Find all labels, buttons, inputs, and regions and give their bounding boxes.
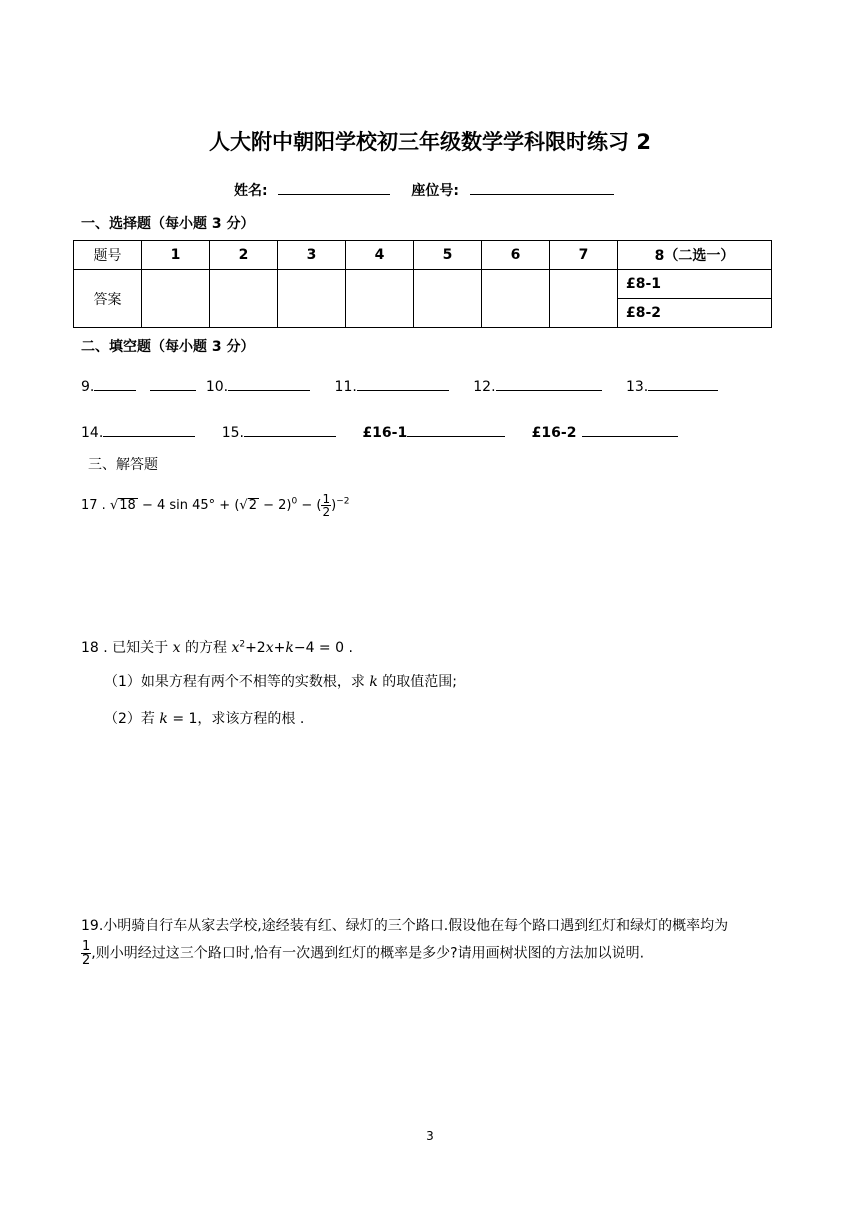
q13-blank[interactable] [648, 376, 718, 391]
q17-exp0: 0 [291, 496, 298, 507]
q11-blank[interactable] [357, 376, 449, 391]
sub1-text-b: 的取值范围; [382, 674, 458, 690]
q17-part2: − 2) [263, 498, 292, 513]
eq-k: k [285, 640, 294, 656]
q17-radicand2: 2 [248, 498, 257, 513]
header-cell: 1 [142, 241, 210, 270]
q19-text-2: ,则小明经过这三个路口时,恰有一次遇到红灯的概率是多少?请用画树状图的方法加以说明. [91, 945, 645, 962]
sub1-k: k [369, 674, 378, 690]
option-8-2-cell[interactable]: £8-2 [618, 299, 772, 328]
eq-exp: 2 [239, 639, 246, 650]
q17-exp-neg2: −2 [336, 496, 350, 507]
header-cell: 2 [210, 241, 278, 270]
q17-part3: − ( [301, 498, 322, 513]
q12-blank[interactable] [496, 376, 602, 391]
fill-row-2 [81, 422, 678, 441]
q13-label: 13. [625, 379, 649, 395]
q17-fraction [321, 493, 331, 518]
table-header-row [74, 241, 772, 270]
q16-2-blank[interactable] [582, 422, 678, 437]
question-17 [81, 493, 349, 518]
name-blank[interactable] [278, 180, 390, 195]
var-x: x [172, 640, 181, 656]
seat-label: 座位号: [411, 183, 459, 199]
answer-cell[interactable] [550, 270, 618, 328]
answer-cell[interactable] [278, 270, 346, 328]
eq-plus: + [273, 640, 286, 656]
header-cell: 6 [482, 241, 550, 270]
section-heading-fill: 二、填空题（每小题 3 分） [81, 339, 255, 355]
table-answer-row [74, 270, 772, 299]
q16-1-label: £16-1 [362, 425, 408, 441]
header-cell: 4 [346, 241, 414, 270]
header-cell: 题号 [74, 241, 142, 270]
answer-cell[interactable] [414, 270, 482, 328]
q16-2-label: £16-2 [531, 425, 577, 441]
q17-number: 17 . [81, 498, 106, 513]
q9-label: 9. [81, 379, 95, 395]
q16-1-blank[interactable] [407, 422, 505, 437]
answer-cell[interactable] [482, 270, 550, 328]
answer-table [73, 240, 772, 328]
q18-subquestion-2 [104, 708, 304, 728]
sub2-text-b: = 1，求该方程的根 . [172, 711, 305, 727]
sqrt-icon: √ [109, 498, 119, 513]
q9-blank-2[interactable] [150, 376, 196, 391]
page-number: 3 [426, 1129, 434, 1143]
question-18 [81, 637, 353, 657]
q11-label: 11. [334, 379, 357, 395]
answer-cell[interactable] [346, 270, 414, 328]
q17-radicand: 18 [119, 498, 136, 513]
section-heading-solve: 三、解答题 [88, 457, 158, 473]
q19-line-2 [81, 940, 644, 967]
sub2-text-a: （2）若 [104, 711, 155, 727]
frac-denominator: 2 [82, 953, 91, 968]
q9-blank-1[interactable] [94, 376, 136, 391]
eq-rest1: +2 [245, 640, 266, 656]
answer-cell[interactable] [210, 270, 278, 328]
header-cell: 3 [278, 241, 346, 270]
name-label: 姓名: [234, 183, 268, 199]
q14-label: 14. [81, 425, 104, 441]
eq-x2: x [265, 640, 274, 656]
page-title: 人大附中朝阳学校初三年级数学学科限时练习 2 [209, 130, 651, 154]
frac-numerator: 1 [322, 492, 331, 506]
option-8-1-cell[interactable]: £8-1 [618, 270, 772, 299]
sub1-text-a: （1）如果方程有两个不相等的实数根，求 [104, 674, 365, 690]
q17-part4: ) [331, 498, 337, 513]
header-cell: 5 [414, 241, 482, 270]
answer-label: 答案 [74, 270, 142, 328]
sqrt-icon: √ [239, 498, 248, 513]
seat-blank[interactable] [470, 180, 614, 195]
header-cell: 7 [550, 241, 618, 270]
q18-mid: 的方程 [184, 640, 227, 656]
q18-subquestion-1 [104, 671, 457, 691]
eq-x: x [231, 640, 240, 656]
q10-blank[interactable] [228, 376, 310, 391]
section-heading-choice: 一、选择题（每小题 3 分） [81, 216, 255, 232]
q19-line-1: 19.小明骑自行车从家去学校,途经装有红、绿灯的三个路口.假设他在每个路口遇到红灯和绿灯的概率均为 [81, 918, 729, 934]
q17-part1: − 4 sin 45° + ( [141, 498, 240, 513]
q15-label: 15. [221, 425, 244, 441]
answer-cell[interactable] [142, 270, 210, 328]
header-cell: 8（二选一） [618, 241, 772, 270]
q19-fraction [81, 940, 91, 967]
fill-row-1 [81, 376, 718, 395]
q10-label: 10. [205, 379, 229, 395]
q15-blank[interactable] [244, 422, 336, 437]
q12-label: 12. [473, 379, 496, 395]
frac-numerator: 1 [82, 939, 91, 954]
eq-rest2: −4 = 0 . [293, 640, 353, 656]
q14-blank[interactable] [103, 422, 195, 437]
frac-denominator: 2 [322, 505, 331, 519]
student-info [234, 180, 614, 200]
q18-number: 18 . 已知关于 [81, 640, 169, 656]
sub2-k: k [159, 711, 168, 727]
